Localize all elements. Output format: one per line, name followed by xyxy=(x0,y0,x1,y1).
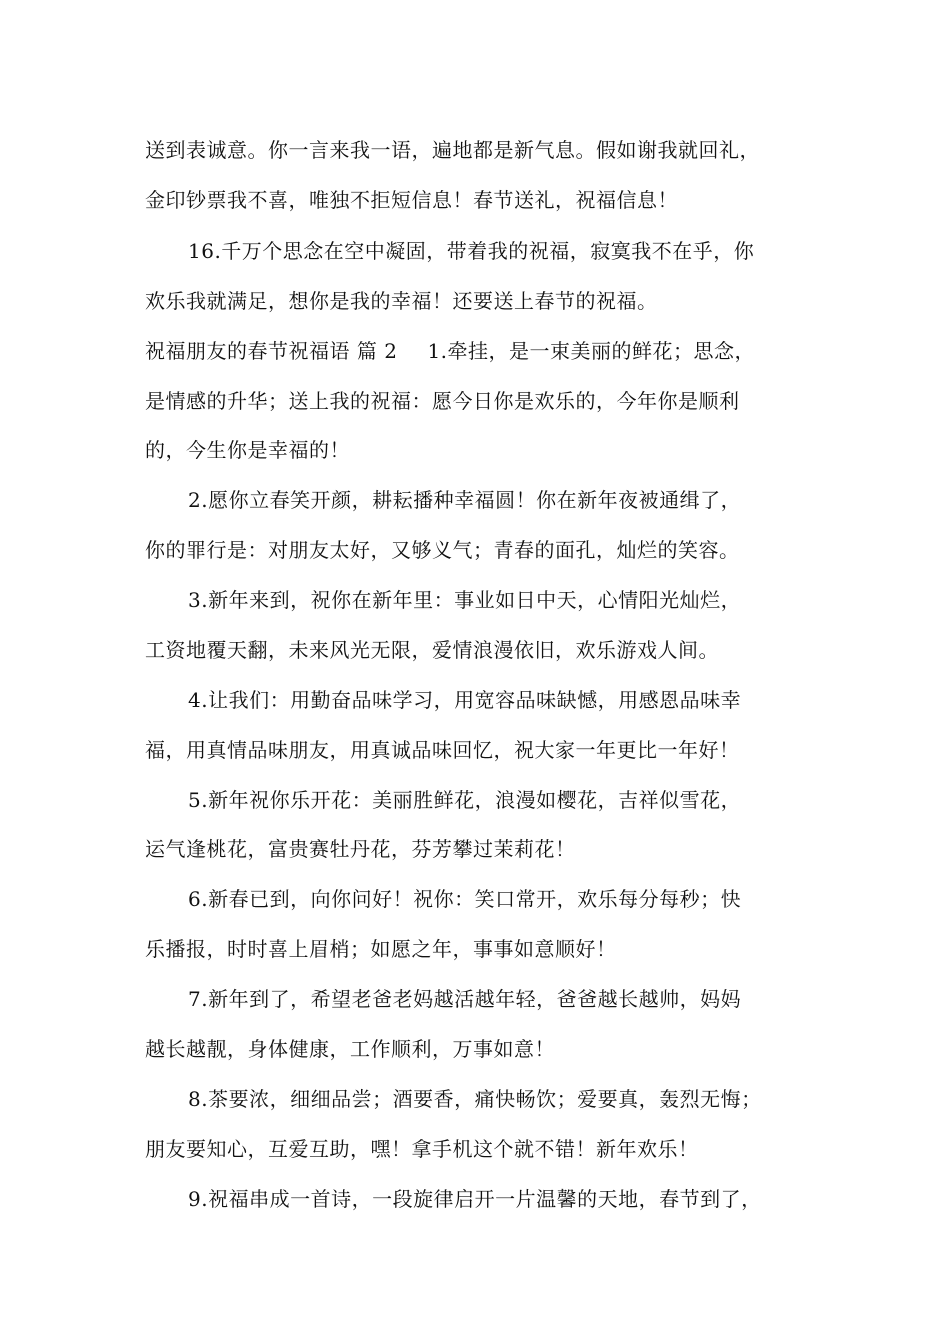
text-line: 送到表诚意。你一言来我一语，遍地都是新气息。假如谢我就回礼， xyxy=(145,138,760,162)
text-line-item-16: 16.千万个思念在空中凝固，带着我的祝福，寂寞我不在乎，你 xyxy=(188,239,755,263)
text-line: 福，用真情品味朋友，用真诚品味回忆，祝大家一年更比一年好！ xyxy=(145,738,740,762)
text-line: 朋友要知心，互爱互助，嘿！拿手机这个就不错！新年欢乐！ xyxy=(145,1137,699,1161)
text-line-item-6: 6.新春已到，向你问好！祝你：笑口常开，欢乐每分每秒；快 xyxy=(188,887,742,911)
text-line: 工资地覆天翻，未来风光无限，爱情浪漫依旧，欢乐游戏人间。 xyxy=(145,638,719,662)
text-line: 欢乐我就满足，想你是我的幸福！还要送上春节的祝福。 xyxy=(145,289,658,313)
text-line: 乐播报，时时喜上眉梢；如愿之年，事事如意顺好！ xyxy=(145,937,617,961)
text-line-item-5: 5.新年祝你乐开花：美丽胜鲜花，浪漫如樱花，吉祥似雪花， xyxy=(188,788,742,812)
text-line-item-7: 7.新年到了，希望老爸老妈越活越年轻，爸爸越长越帅，妈妈 xyxy=(188,987,742,1011)
text-line: 运气逢桃花，富贵赛牡丹花，芬芳攀过茉莉花！ xyxy=(145,837,576,861)
text-line: 越长越靓，身体健康，工作顺利，万事如意！ xyxy=(145,1037,555,1061)
text-line: 金印钞票我不喜，唯独不拒短信息！春节送礼，祝福信息！ xyxy=(145,188,678,212)
text-line-item-4: 4.让我们：用勤奋品味学习，用宽容品味缺憾，用感恩品味幸 xyxy=(188,688,742,712)
section-heading: 祝福朋友的春节祝福语 篇 2 xyxy=(145,339,398,363)
text-line: 的，今生你是幸福的！ xyxy=(145,438,350,462)
text-line: 你的罪行是：对朋友太好，又够义气；青春的面孔，灿烂的笑容。 xyxy=(145,538,740,562)
text-line: 是情感的升华；送上我的祝福：愿今日你是欢乐的，今年你是顺利 xyxy=(145,389,740,413)
text-line-item-8: 8.茶要浓，细细品尝；酒要香，痛快畅饮；爱要真，轰烈无悔； xyxy=(188,1087,762,1111)
text-line-item-2: 2.愿你立春笑开颜，耕耘播种幸福圆！你在新年夜被通缉了， xyxy=(188,488,742,512)
text-line-item-3: 3.新年来到，祝你在新年里：事业如日中天，心情阳光灿烂， xyxy=(188,588,742,612)
section-heading-row xyxy=(145,338,835,364)
text-line-item-9: 9.祝福串成一首诗，一段旋律启开一片温馨的天地，春节到了， xyxy=(188,1187,762,1211)
item-1-first-line: 1.牵挂，是一束美丽的鲜花；思念， xyxy=(427,339,756,363)
